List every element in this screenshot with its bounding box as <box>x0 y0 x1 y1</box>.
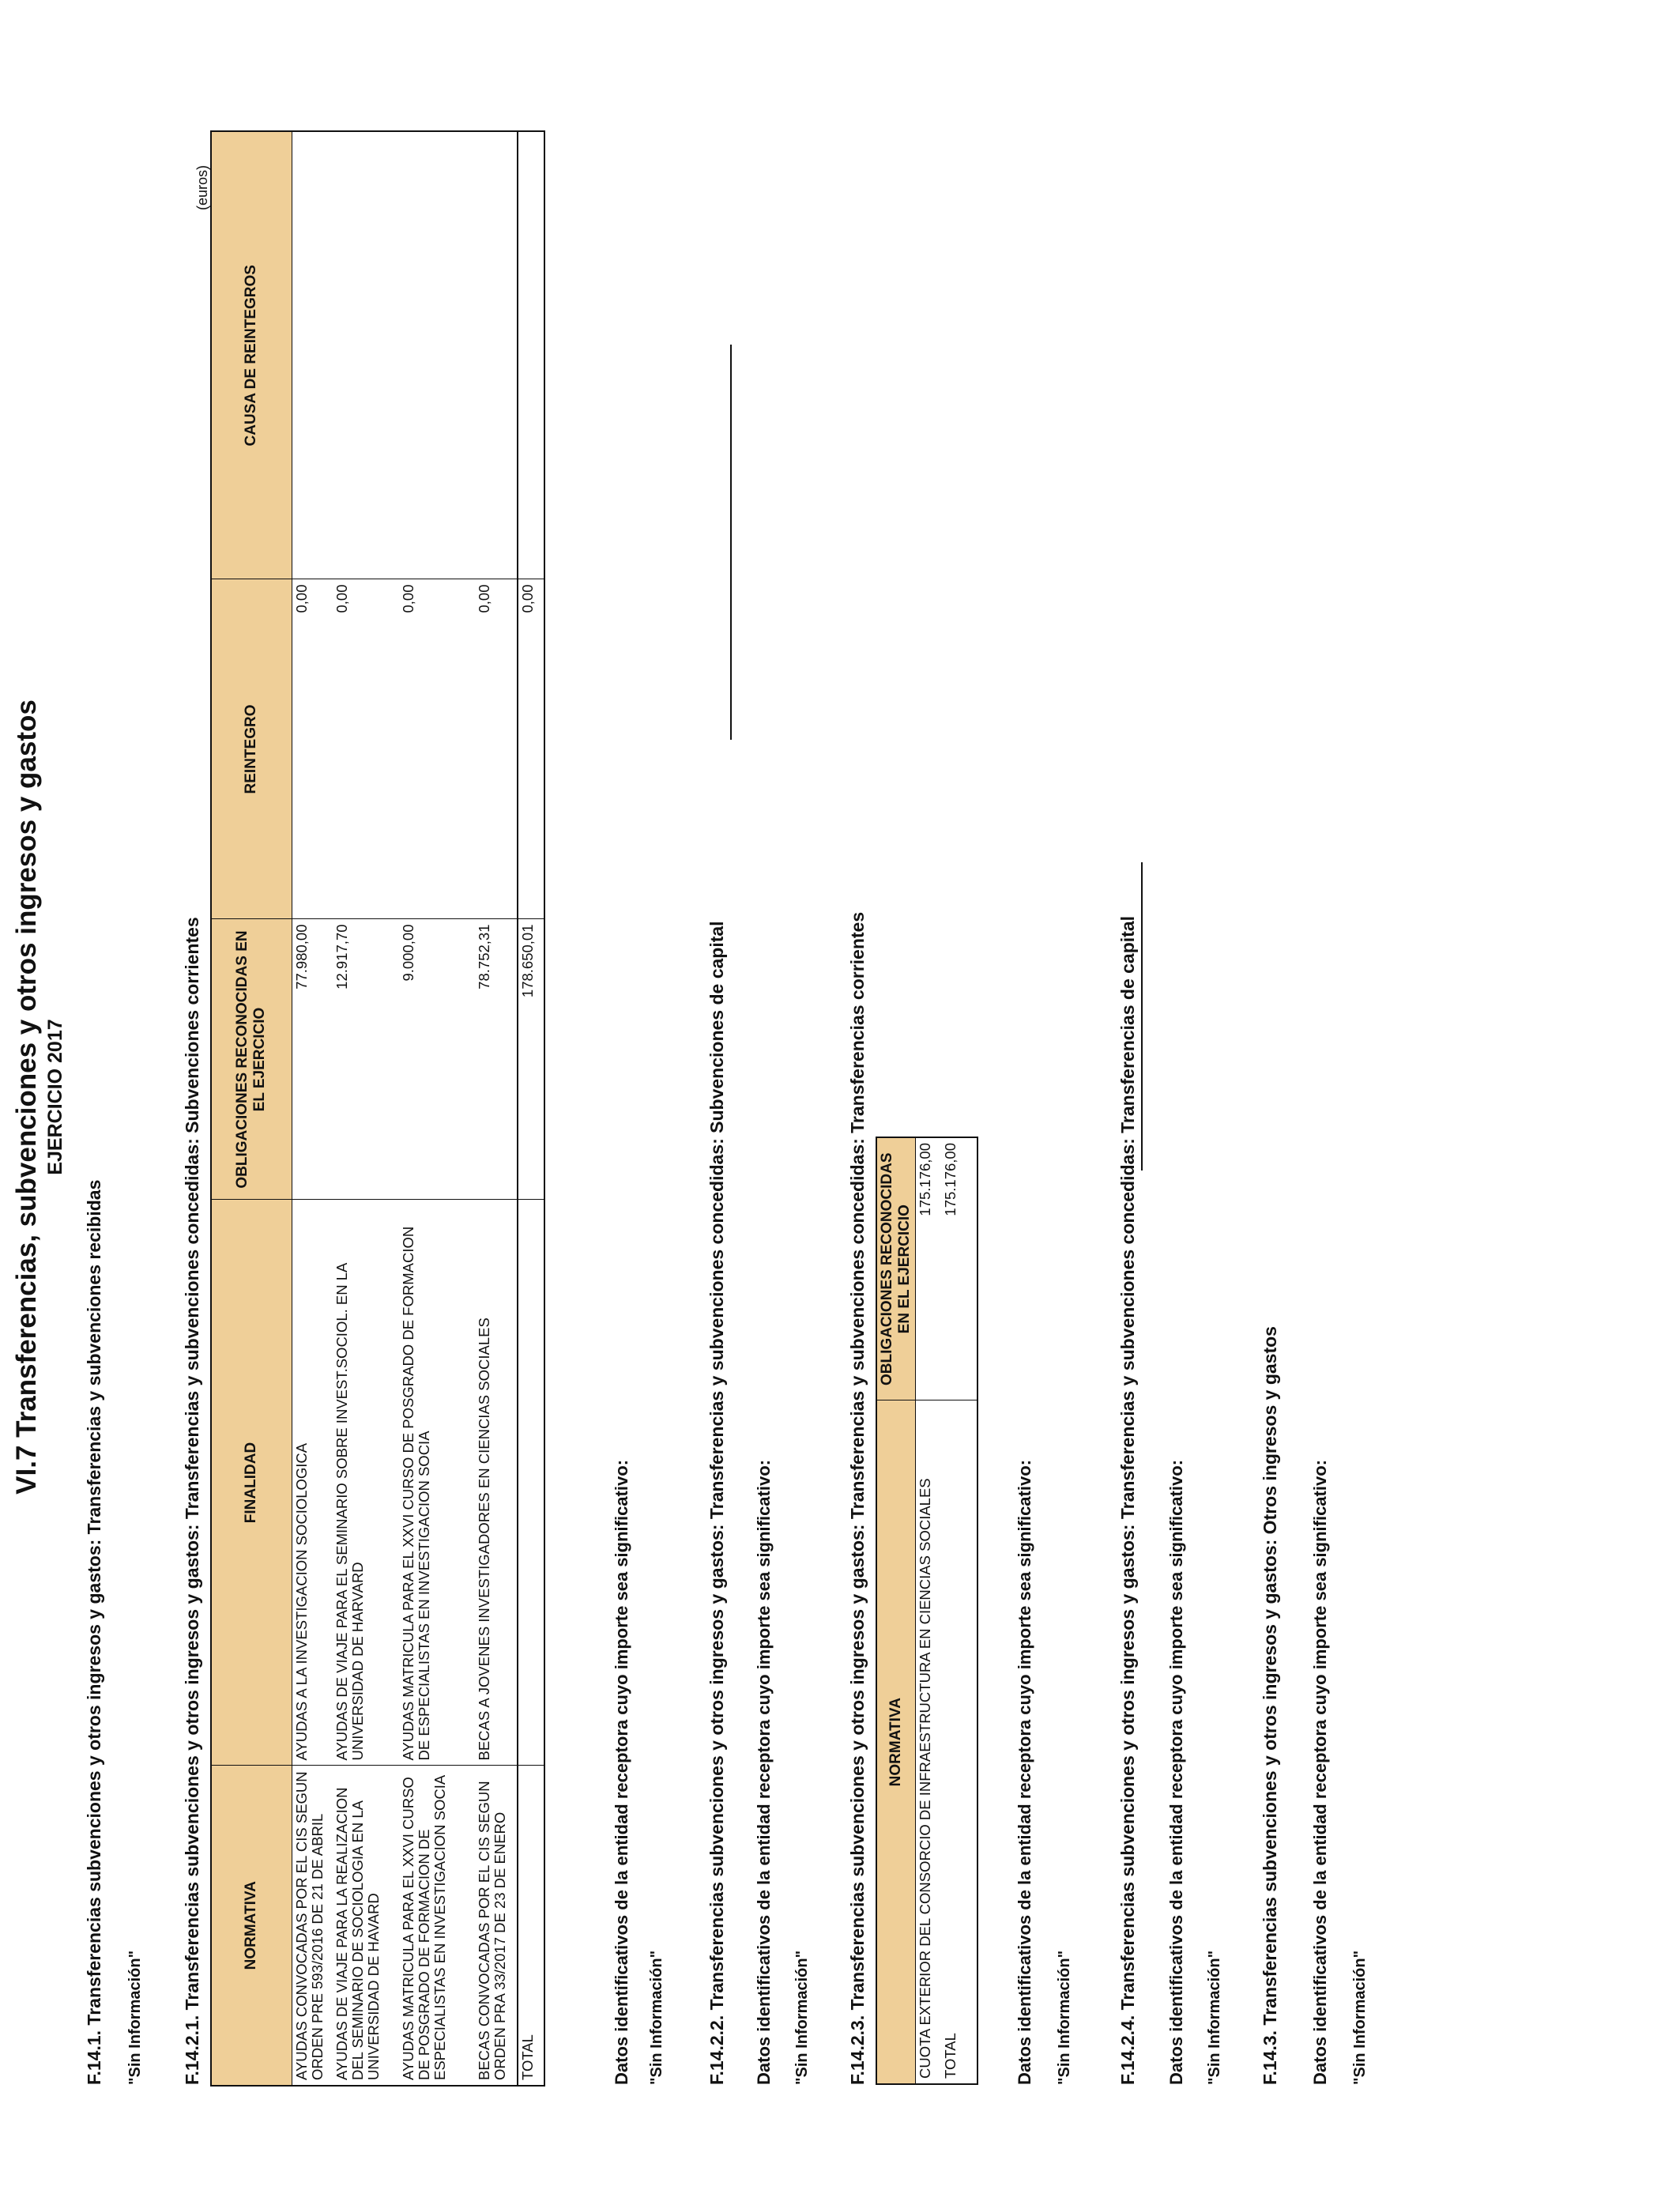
divider-line <box>1141 862 1143 1171</box>
table-row <box>916 1137 941 2084</box>
cell-finalidad: AYUDAS DE VIAJE PARA EL SEMINARIO SOBRE INVEST.SOCIOL. EN LA UNIVERSIDAD DE HARVARD <box>333 1200 399 1766</box>
col-header-causa: CAUSA DE REINTEGROS <box>211 131 292 579</box>
table-row <box>475 131 518 2086</box>
section-heading-f1423: F.14.2.3. Transferencias subvenciones y otros ingresos y gastos: Transferencias y subvenciones concedidas: Transferencias corrientes <box>847 911 868 2085</box>
cell-reintegro: 0,00 <box>475 579 518 919</box>
sin-informacion: "Sin Información" <box>1206 1950 1223 2085</box>
cell-obligaciones: 78.752,31 <box>475 919 518 1200</box>
table-total-row <box>518 131 544 2086</box>
cell-empty <box>518 131 544 579</box>
col-header-normativa: NORMATIVA <box>876 1400 916 2084</box>
sin-informacion: "Sin Información" <box>1056 1950 1073 2085</box>
page-subtitle: EJERCICIO 2017 <box>44 1019 66 1175</box>
datos-label-f1422: Datos identificativos de la entidad receptora cuyo importe sea significativo: <box>754 1460 774 2085</box>
section-heading-f1422: F.14.2.2. Transferencias subvenciones y otros ingresos y gastos: Transferencias y subvenciones concedidas: Subvenciones de capital <box>706 921 727 2085</box>
cell-total-reintegro: 0,00 <box>518 579 544 919</box>
section-heading-f1421: F.14.2.1. Transferencias subvenciones y otros ingresos y gastos: Transferencias y subvenciones concedidas: Subvenciones corrientes <box>182 917 202 2085</box>
cell-obligaciones: 77.980,00 <box>292 919 333 1200</box>
cell-reintegro: 0,00 <box>333 579 399 919</box>
sin-informacion: "Sin Información" <box>126 1950 144 2085</box>
table-row <box>333 131 399 2086</box>
cell-reintegro: 0,00 <box>292 579 333 919</box>
cell-obligaciones: 175.176,00 <box>916 1137 941 1400</box>
col-header-reintegro: REINTEGRO <box>211 579 292 919</box>
datos-label-f1423: Datos identificativos de la entidad receptora cuyo importe sea significativo: <box>1015 1460 1034 2085</box>
section-heading-f1424: F.14.2.4. Transferencias subvenciones y otros ingresos y gastos: Transferencias y subvenciones concedidas: Transferencias de capital <box>1117 915 1138 2085</box>
cell-normativa: AYUDAS DE VIAJE PARA LA REALIZACION DEL SEMINARIO DE SOCIOLOGIA EN LA UNIVERSIDAD DE HAVARD <box>333 1766 399 2086</box>
datos-label-f1421: Datos identificativos de la entidad receptora cuyo importe sea significativo: <box>612 1460 631 2085</box>
cell-total-label: TOTAL <box>518 1766 544 2086</box>
cell-causa <box>475 131 518 579</box>
cell-obligaciones: 9.000,00 <box>399 919 475 1200</box>
table-total-row <box>941 1137 977 2084</box>
table-row <box>292 131 333 2086</box>
cell-total-label: TOTAL <box>941 1400 977 2084</box>
cell-normativa: AYUDAS CONVOCADAS POR EL CIS SEGUN ORDEN PRE 593/2016 DE 21 DE ABRIL <box>292 1766 333 2086</box>
cell-causa <box>292 131 333 579</box>
col-header-obligaciones: OBLIGACIONES RECONOCIDAS EN EL EJERCICIO <box>211 919 292 1200</box>
table-subvenciones-corrientes <box>210 130 545 2087</box>
cell-normativa: AYUDAS MATRICULA PARA EL XXVI CURSO DE POSGRADO DE FORMACION DE ESPECIALISTAS EN INVESTIGACION SOCIA <box>399 1766 475 2086</box>
cell-total-obligaciones: 175.176,00 <box>941 1137 977 1400</box>
table-row <box>399 131 475 2086</box>
col-header-finalidad: FINALIDAD <box>211 1200 292 1766</box>
datos-label-f1424: Datos identificativos de la entidad receptora cuyo importe sea significativo: <box>1166 1460 1186 2085</box>
units-label: (euros) <box>194 164 210 210</box>
table-transferencias-corrientes <box>876 1137 978 2085</box>
cell-total-obligaciones: 178.650,01 <box>518 919 544 1200</box>
divider-line <box>730 345 732 740</box>
datos-label-f143: Datos identificativos de la entidad receptora cuyo importe sea significativo: <box>1310 1460 1330 2085</box>
cell-causa <box>399 131 475 579</box>
col-header-normativa: NORMATIVA <box>211 1766 292 2086</box>
cell-finalidad: BECAS A JOVENES INVESTIGADORES EN CIENCIAS SOCIALES <box>475 1200 518 1766</box>
cell-finalidad: AYUDAS A LA INVESTIGACION SOCIOLOGICA <box>292 1200 333 1766</box>
cell-causa <box>333 131 399 579</box>
col-header-obligaciones: OBLIGACIONES RECONOCIDAS EN EL EJERCICIO <box>876 1137 916 1400</box>
cell-reintegro: 0,00 <box>399 579 475 919</box>
cell-normativa: CUOTA EXTERIOR DEL CONSORCIO DE INFRAESTRUCTURA EN CIENCIAS SOCIALES <box>916 1400 941 2084</box>
cell-normativa: BECAS CONVOCADAS POR EL CIS SEGUN ORDEN PRA 33/2017 DE 23 DE ENERO <box>475 1766 518 2086</box>
sin-informacion: "Sin Información" <box>793 1950 811 2085</box>
page-title: VI.7 Transferencias, subvenciones y otros ingresos y gastos <box>11 699 42 1495</box>
cell-empty <box>518 1200 544 1766</box>
cell-finalidad: AYUDAS MATRICULA PARA EL XXVI CURSO DE POSGRADO DE FORMACION DE ESPECIALISTAS EN INVESTIGACION SOCIA <box>399 1200 475 1766</box>
section-heading-f143: F.14.3. Transferencias subvenciones y otros ingresos y gastos: Otros ingresos y gastos <box>1260 1326 1280 2085</box>
sin-informacion: "Sin Información" <box>1351 1950 1369 2085</box>
section-heading-f141: F.14.1. Transferencias subvenciones y otros ingresos y gastos: Transferencias y subvenciones recibidas <box>84 1179 104 2085</box>
sin-informacion: "Sin Información" <box>648 1950 665 2085</box>
cell-obligaciones: 12.917,70 <box>333 919 399 1200</box>
